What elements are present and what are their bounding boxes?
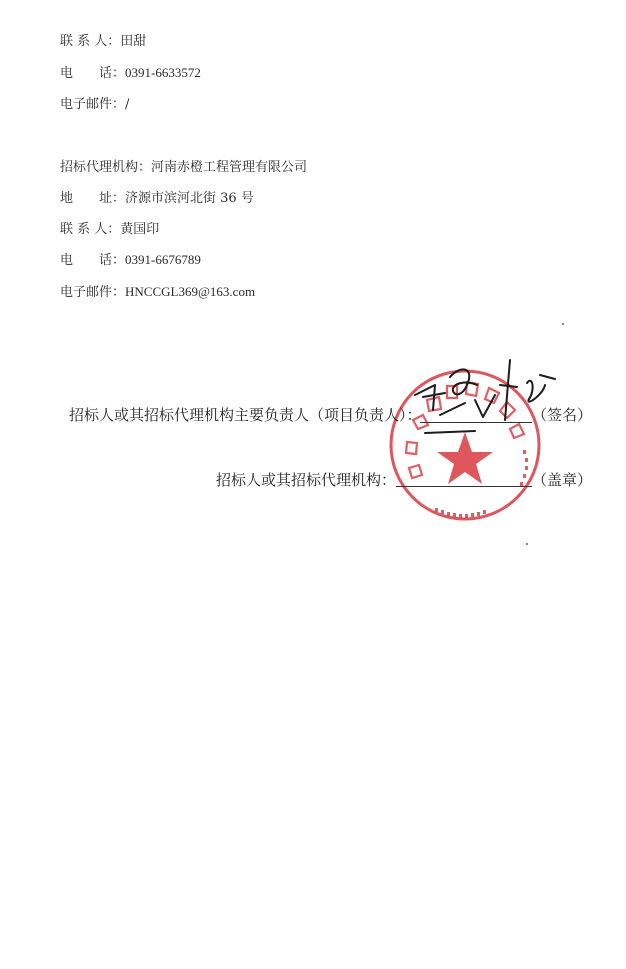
phone-label: 电 话： (60, 66, 126, 81)
agency-email-row (60, 281, 255, 300)
stamp-underline (396, 486, 532, 487)
agency-label: 招标代理机构： (60, 160, 152, 175)
agency-value: 河南赤橙工程管理有限公司 (151, 160, 308, 175)
tenderer-email-row (60, 93, 129, 112)
address-value: 济源市滨河北街 36 号 (125, 191, 254, 206)
email-value: HNCCGL369@163.com (125, 284, 256, 299)
contact-value: 田甜 (120, 34, 147, 49)
phone-value: 0391-6676789 (125, 252, 201, 267)
contact-label: 联 系 人： (60, 34, 121, 49)
stamp-label: 招标人或其招标代理机构： (216, 471, 397, 489)
agency-phone-row (60, 249, 201, 268)
agency-name-row (60, 156, 307, 175)
signature-suffix: （签名） (532, 406, 593, 424)
signature-underline (420, 422, 532, 423)
agency-address-row (60, 187, 254, 206)
phone-value: 0391-6633572 (125, 65, 201, 80)
contact-value: 黄国印 (120, 222, 160, 237)
phone-label: 电 话： (60, 253, 126, 268)
contact-label: 联 系 人： (60, 222, 121, 237)
scan-speck (526, 543, 528, 545)
email-label: 电子邮件： (60, 285, 126, 300)
agency-contact-row (60, 218, 159, 237)
email-label: 电子邮件： (60, 97, 126, 112)
tenderer-phone-row (60, 62, 201, 81)
stamp-suffix: （盖章） (532, 471, 593, 489)
handwritten-signature (405, 355, 570, 445)
address-label: 地 址： (60, 191, 126, 206)
principal-signature-label: 招标人或其招标代理机构主要负责人（项目负责人）： (69, 406, 422, 424)
tenderer-contact-row (60, 30, 146, 49)
scan-speck (562, 323, 564, 325)
email-value: / (125, 97, 130, 112)
